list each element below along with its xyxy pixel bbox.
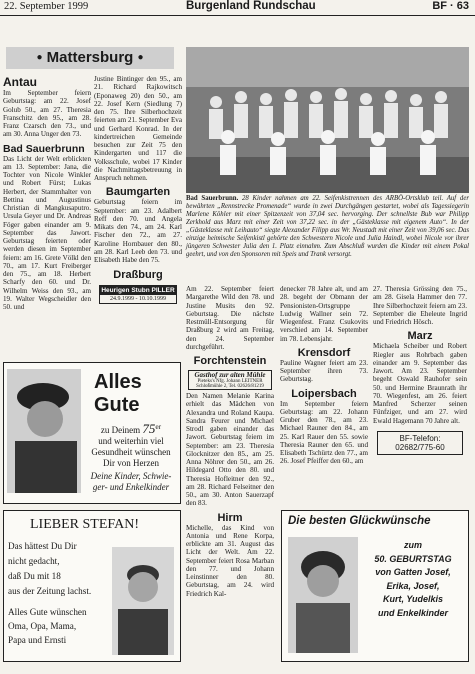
section-title-forchtenstein: Forchtenstein bbox=[193, 355, 267, 367]
column-1 bbox=[3, 75, 91, 311]
lieber-stefan-text bbox=[8, 539, 108, 647]
glueckwuensche-line-2: 50. GEBURTSTAG bbox=[374, 553, 452, 564]
lieber-stefan-line-3: daß Du mit 18 bbox=[8, 571, 61, 581]
newspaper-name: Burgenland Rundschau bbox=[186, 0, 316, 12]
heurigen-ad-dates: 24.9.1999 - 10.10.1999 bbox=[110, 296, 166, 303]
page-number: BF · 63 bbox=[432, 0, 469, 12]
alles-gute-age-suffix: er bbox=[155, 422, 162, 431]
article-drassburg: Am 22. September feiert Margarethe Wild den 78. und Justine Musits den 92. Geburtstag. Die nächste Restmüll-Entsorgung für Draßburg 2 wird am Freitag, den 24. September durchgeführt. bbox=[186, 285, 274, 351]
alles-gute-signature-2: ger- und Enkelkinder bbox=[92, 482, 170, 492]
column-3 bbox=[186, 285, 274, 598]
gasthof-ad-address: Schloßmühle 2, Tel. 02626/81219 bbox=[196, 384, 264, 389]
gasthof-ad-owner: Pieteks's Nfg. Johann LEITNER bbox=[197, 379, 263, 384]
bullet-icon: ● bbox=[137, 52, 144, 64]
glueckwuensche-ad bbox=[281, 510, 469, 662]
glueckwuensche-line-5: Kurt, Yudelkis bbox=[382, 594, 444, 604]
lieber-stefan-greet-2: Oma, Opa, Mama, bbox=[8, 621, 77, 631]
section-title-loipersbach: Loipersbach bbox=[291, 387, 357, 400]
section-title-antau: Antau bbox=[3, 75, 37, 89]
portrait-young-man-photo bbox=[112, 547, 174, 655]
article-hirm: Michelle, das Kind von Antonia und Rene Korpa, erblickte am 31. August das Licht der Welt. Am 22. September feiert Rosa Marban den 77. und Johann Leinstinner den 80. Geburtstag, am 24. wird Friedrich Kal- bbox=[186, 523, 274, 598]
lieber-stefan-line-4: aus der Zeitung lachst. bbox=[8, 586, 92, 596]
alles-gute-ad bbox=[3, 362, 181, 504]
phone-label: BF-Telefon: bbox=[399, 433, 441, 443]
alles-gute-signature-1: Deine Kinder, Schwie- bbox=[90, 471, 172, 481]
heurigen-ad bbox=[99, 285, 177, 304]
region-banner bbox=[6, 47, 174, 69]
section-title-hirm: Hirm bbox=[217, 511, 243, 524]
gasthof-ad-name: Gasthof zur alten Mühle bbox=[194, 371, 266, 379]
alles-gute-line3: Gesundheit wünschen bbox=[91, 447, 171, 457]
alles-gute-title: Alles Gute bbox=[94, 371, 142, 416]
section-title-marz: Marz bbox=[407, 330, 433, 343]
lieber-stefan-title: LIEBER STEFAN! bbox=[30, 517, 140, 532]
caption-place: Bad Sauerbrunn. bbox=[186, 195, 239, 202]
glueckwuensche-line-6: und Enkelkinder bbox=[377, 607, 448, 618]
caption-text: 28 Kinder nahmen am 22. Seifenkistrennen des ARBÖ-Ortsklub teil. Auf der bewährten „Rennstrecke Promenade“ wurde in zwei Durchgängen gestartet, wobei als Tagessiegerin Marlene Köhler mit einer Spitzenzeit von 37,04 sec. hervorging. Der schnellste Bub war Philipp Zerkhold aus Marz mit einer Zeit von 37,22 sec. in der „Gästeklasse mit eigenem Auto“. In der „Gästeklasse mit Leihauto“ siegte Alexander Filipp aus Wr. Neustadt mit einer Zeit von 39,06 sec. Das einzige heimische Seifenkistl gehörte den Schwestern Nicole und Julia Haindl, wobei Nicole vor ihrer jüngeren Schwester Julia den 1. Platz einnahm. Zum Abschluß wurden die Kinder mit einem Pokal geehrt, und von den Sponsoren mit Speis und Trank versorgt. bbox=[186, 195, 469, 258]
alles-gute-line2: und weiterhin viel bbox=[98, 436, 164, 446]
alles-gute-text bbox=[82, 421, 180, 493]
article-hirm-cont: denecker 78 Jahre alt, und am 28. begeht der Obmann der Pensionisten-Ortsgruppe Ludwig Wallner sein 72. Wiegenfest. Franz Csukovits verschied am 14. September im 78. Lebensjahr. bbox=[280, 285, 368, 343]
article-antau: Im September feiern Geburtstag: am 22. Josef Golub 50., am 27. Theresia Franschitz den 95., am 28. Franz Czarsch den 73., und am 30. Anna Unger den 73. bbox=[3, 89, 91, 139]
glueckwuensche-line-4: Erika, Josef, bbox=[386, 580, 440, 591]
lieber-stefan-greet-3: Papa und Ernsti bbox=[8, 635, 67, 645]
children-group-photo bbox=[186, 47, 469, 193]
portrait-woman-photo-2 bbox=[288, 537, 358, 653]
section-title-krensdorf: Krensdorf bbox=[297, 346, 351, 359]
phone-number: 02682/775-60 bbox=[395, 442, 445, 452]
bullet-icon: ● bbox=[36, 52, 43, 64]
alles-gute-age: 75 bbox=[142, 421, 156, 436]
lieber-stefan-greet-1: Alles Gute wünschen bbox=[8, 607, 87, 617]
glueckwuensche-text bbox=[360, 539, 466, 620]
section-title-baumgarten: Baumgarten bbox=[105, 186, 171, 199]
alles-gute-line1 bbox=[82, 421, 180, 436]
lieber-stefan-line-2: nicht gedacht, bbox=[8, 556, 60, 566]
alles-gute-line1-pre: zu Deinem bbox=[100, 425, 141, 435]
column-4 bbox=[280, 285, 368, 466]
glueckwuensche-title: Die besten Glückwünsche bbox=[288, 515, 431, 527]
article-bad-sauerbrunn-cont: Justine Bintinger den 95., am 21. Richard Rajkowitsch (Eponaweg 20) den 50., am 22. Josef Kern (Siedlung 7) den 75. Ihre Silberhochzeit feierten am 21. September Eva und Gerhard Konrad. In der kindertreichen Gemeinde besuchen zur Zeit 75 den Kindergarten und 117 die Volksschule, wobei 17 Kinder die Nachmittagsbetreuung in Anspruch nehmen. bbox=[94, 75, 182, 182]
glueckwuensche-line-3: von Gatten Josef, bbox=[375, 567, 451, 577]
portrait-woman-photo bbox=[7, 369, 81, 493]
article-krensdorf: Pauline Wagner feiert am 23. September ihren 73. Geburtstag. bbox=[280, 358, 368, 384]
article-baumgarten: Geburtstag feiern im September: am 23. Adalbert Reff den 70. und Angela Mikats den 74., am 24. Karl Fischer den 72., am 27. Karoline Hornbauer den 80., am 28. Karl Leeb den 73. und Elisabeth Habe den 75. bbox=[94, 198, 182, 264]
heurigen-ad-name: Heurigen Stubn PILLER bbox=[101, 287, 175, 295]
column-5 bbox=[373, 285, 467, 455]
group-photo bbox=[186, 47, 469, 193]
glueckwuensche-line-1: zum bbox=[404, 540, 422, 550]
gasthof-ad bbox=[188, 370, 272, 390]
column-2 bbox=[94, 75, 182, 304]
article-loipersbach-cont: 27. Theresia Grössing den 75., am 28. Gisela Hammer den 77. Ihre Silberhochzeit feiern am 23. September die Eheleute Ingrid und Friedrich Hösch. bbox=[373, 285, 467, 326]
section-title-drassburg: Draßburg bbox=[113, 269, 163, 282]
lieber-stefan-line-1: Das hättest Du Dir bbox=[8, 541, 77, 551]
lieber-stefan-ad bbox=[3, 510, 181, 662]
article-marz: Michaela Scheiber und Robert Riegler aus Rohrbach gaben einander am 9. September das Jawort. Am 23. September begeht Oswald Rauhofer sein 50. und Hermine Braunrath ihr 70. Wiegenfest, am 26. feiert Manfred Scherzer seinen Fünfziger, und am 27. wird Ewald Hagemann 70 Jahre alt. bbox=[373, 342, 467, 425]
article-bad-sauerbrunn: Das Licht der Welt erblickten am 13. September: Jana, die Tochter von Nicole Winkler und Robert Fürst; Lukas Herbert, der Stammhalter von Bettina und Augustinus Christian di Mangkusaputro. Ursula Geyer und Dr. Andreas Föger gaben einander am 9. September das Jawort. Geburtstag feierten oder werden diesen im September feiern: am 16. Grete Völkl den 70., am 17. Kurt Freiberger den 75., am 18. Herbert Scharfy den 60. und Dr. Wilhelm Weiss den 93., am 19. Walter Wegscheidler den 50. und bbox=[3, 154, 91, 311]
article-loipersbach: Im September feiern Geburtstag: am 22. Johann Gruber den 78., am 23. Michael Rauner den 84., am 25. Karl Rauer den 55. sowie Theresia Rauner den 65. und Elisabeth Tschürtz den 77., am 26. Josef Pfeiffer den 60., am bbox=[280, 399, 368, 466]
issue-date: 22. September 1999 bbox=[4, 1, 89, 12]
section-title-bad-sauerbrunn: Bad Sauerbrunn bbox=[3, 142, 85, 155]
header-rule bbox=[0, 15, 475, 16]
article-forchtenstein: Den Namen Melanie Karina erhielt das Mädchen von Alexandra und Roland Kaupa. Sandra Feurer und Michael Strodl gaben einander das Jawort. Geburtstag feiern im September: am 23. Theresia Glocknitzer den 85., am 25. Anna Nöhrer den 50., am 26. Hildegard Otto den 80. und Theresia Hofleitner den 92., am 28. Richard Felseitner den 50., am 30. Anton Sauerzapf den 83. bbox=[186, 392, 274, 508]
phone-box bbox=[377, 431, 463, 455]
region-title: Mattersburg bbox=[46, 49, 134, 66]
photo-caption bbox=[186, 195, 469, 259]
alles-gute-line4: Dir von Herzen bbox=[103, 458, 159, 468]
